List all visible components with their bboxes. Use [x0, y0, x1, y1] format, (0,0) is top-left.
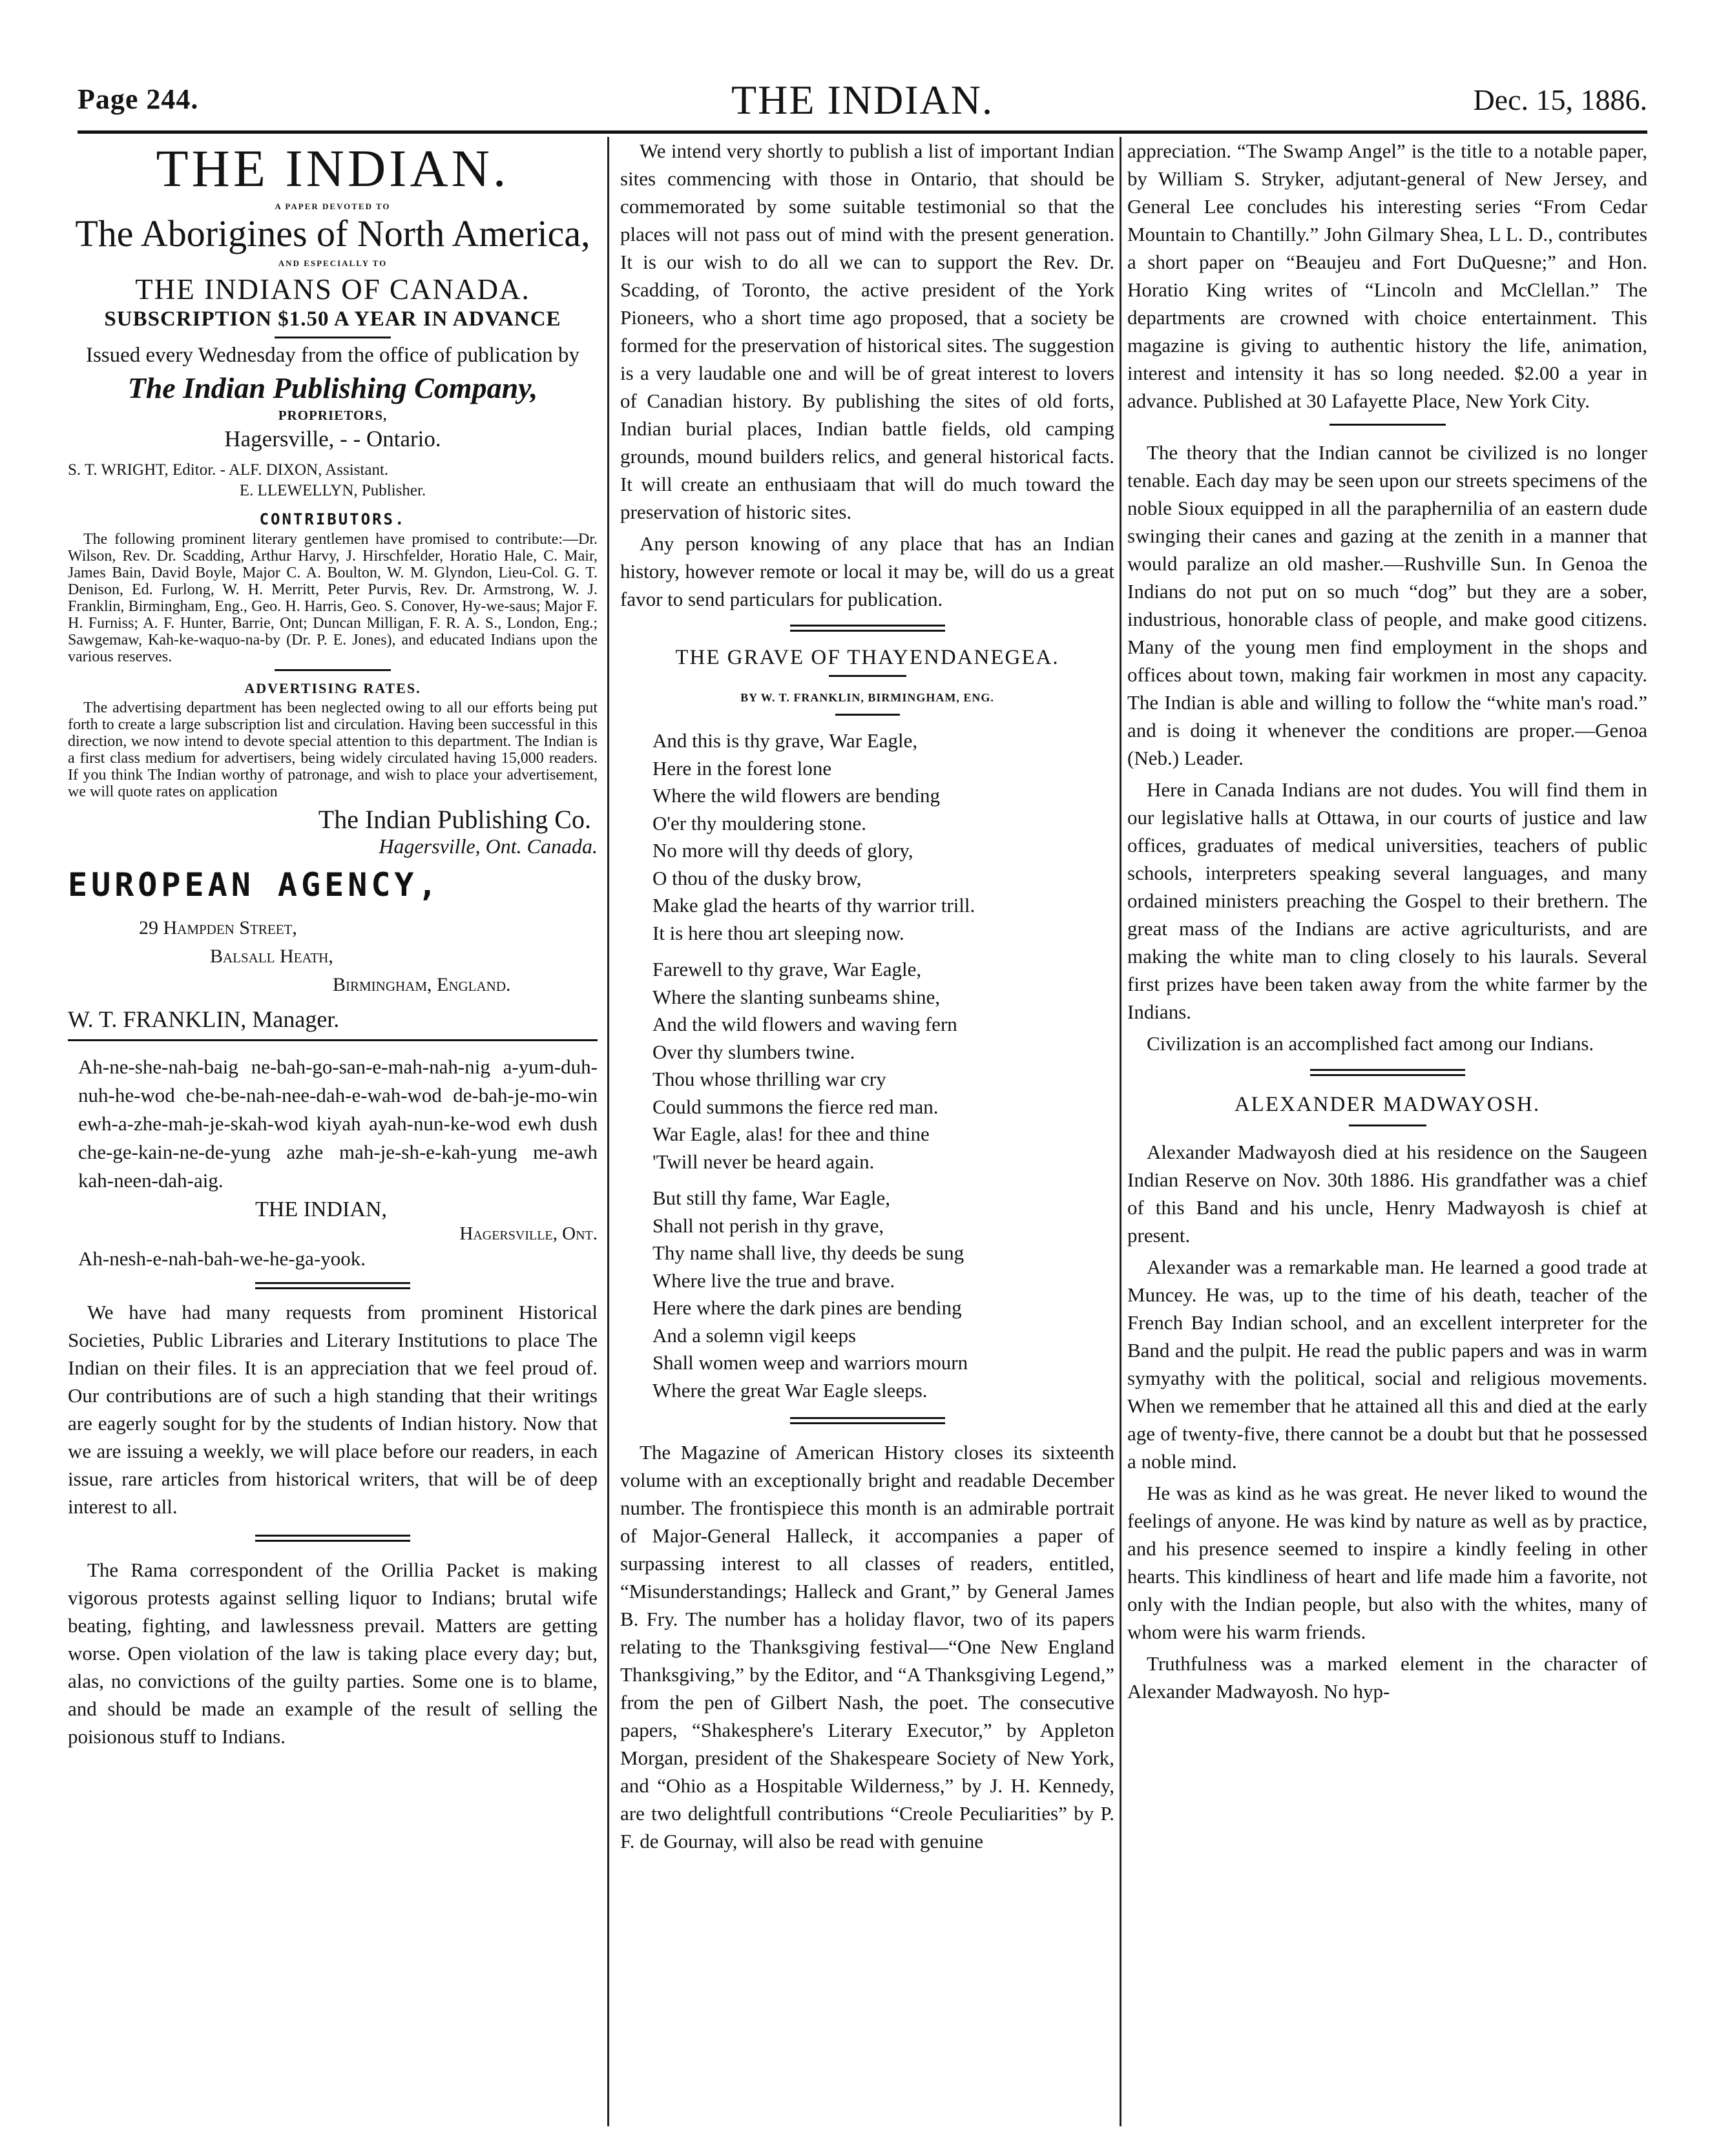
ojibwe-signature-name: THE INDIAN, [255, 1197, 387, 1221]
poem-line: Make glad the hearts of thy warrior trill. [652, 894, 975, 917]
poem-line: Over thy slumbers twine. [652, 1040, 855, 1063]
poem-line: O'er thy mouldering stone. [652, 811, 867, 834]
agency-address-line: Balsall Heath, [210, 946, 333, 967]
poem-line: Farewell to thy grave, War Eagle, [652, 958, 922, 980]
contributors-heading: CONTRIBUTORS. [259, 510, 406, 528]
poem-line: Where the great War Eagle sleeps. [652, 1378, 928, 1402]
obituary-paragraph: He was as kind as he was great. He never liked to wound the feelings of anyone. He was kind by nature as well as by practice, and his presence seemed to inspire a kindly feeling in other hearts. This kindliness of heart and life made him a favorite, not only with the Indian people, but also with the whites, many of whom were his warm friends. [1127, 1482, 1647, 1643]
agency-address-line: 29 Hampden Street, [139, 917, 297, 938]
article-indian-sites: We intend very shortly to publish a list of important Indian sites commencing with those in Ontario, that should be commemorated by some suitable testimonial so that the places will not pass out of mind with the present generation. It is our wish to do all we can to support the Rev. Dr. Scadding, of Toronto, the active president of the York Pioneers, who a short time ago proposed, that a society be formed for the preservation of historical sites. The suggestion is a very laudable one and will be of great interest to lovers of Canadian history. By publishing the sites of old forts, Indian burial places, Indian battle fields, old camping grounds, mound builders relics, and general historical facts. It will create an enthusiaam that will do much toward the preservation of historic sites. [620, 140, 1114, 523]
rule [1329, 424, 1446, 426]
poem-line: Here where the dark pines are bending [652, 1296, 962, 1319]
poem-line: Thy name shall live, thy deeds be sung [652, 1241, 964, 1264]
poem-line: Thou whose thrilling war cry [652, 1068, 886, 1090]
article-magazine-american-history: The Magazine of American History closes its sixteenth volume with an exceptionally bright and readable December number. The frontispiece this month is an admirable portrait of Major-General Halleck, it accompanies a paper of surpassing interest to all classes of readers, entitled, “Misunderstandings; Halleck and Grant,” by General James B. Fry. The number has a holiday flavor, two of its papers relating to the Thanksgiving festival—“One New England Thanksgiving,” by the Editor, and “A Thanksgiving Legend,” from the pen of Gilbert Nash, the poet. The consecutive papers, “Shakesphere's Literary Executor,” by Appleton Morgan, president of the Shakespeare Society of New York, and “Ohio as a Hospitable Wilderness,” by J. H. Kennedy, are two delightfull contributions “Creole Peculiarities” by P. F. de Gournay, will also be read with genuine [620, 1441, 1114, 1852]
double-rule [255, 1282, 410, 1289]
agency-manager: W. T. FRANKLIN, Manager. [68, 1006, 598, 1041]
advertising-place: Hagersville, Ont. Canada. [379, 834, 598, 858]
column-left [68, 137, 598, 2126]
poem-line: And this is thy grave, War Eagle, [652, 729, 918, 752]
poem-line: O thou of the dusky brow, [652, 866, 862, 889]
advertising-heading: ADVERTISING RATES. [244, 680, 421, 696]
masthead-aborigines: The Aborigines of North America, [75, 212, 590, 254]
obituary-title: ALEXANDER MADWAYOSH. [1234, 1093, 1541, 1116]
staff-credits [68, 460, 598, 501]
poem-line: It is here thou art sleeping now. [652, 921, 904, 944]
poem-byline: BY W. T. FRANKLIN, BIRMINGHAM, ENG. [740, 691, 994, 704]
european-agency-heading: EUROPEAN AGENCY, [68, 866, 441, 904]
article-requests: We have had many requests from prominent Historical Societies, Public Libraries and Literary Institutions to place The Indian on their files. It is an appreciation that we feel proud of. Our contributions are of such a high standing that their writings are eagerly sought for by the students of Indian history. Now that we are issuing a weekly, we will place before our readers, in each issue, rare articles from historical writers, that will be of deep interest to all. [68, 1301, 598, 1518]
poem-stanza [652, 956, 1114, 1176]
poem-line: 'Twill never be heard again. [652, 1150, 875, 1173]
rule [1349, 1125, 1426, 1126]
rule [275, 337, 391, 338]
obituary-paragraph: Alexander was a remarkable man. He learned a good trade at Muncey. He was, up to the time of his death, teacher of the French Bay Indian school, and an excellent interpreter for the Band and the pulpit. He read the public papers and was in warm symyathy with the political, social and religious movements. When we remember that he attained all this and died at the early age of twenty-five, there cannot be a doubt but that he possessed a noble mind. [1127, 1256, 1647, 1473]
column-divider [607, 137, 609, 2126]
poem-line: And the wild flowers and waving fern [652, 1013, 957, 1035]
publisher-company: The Indian Publishing Company, [127, 371, 538, 404]
article-rama-liquor: The Rama correspondent of the Orillia Packet is making vigorous protests against selling liquor to Indians; brutal wife beating, fighting, and lawlessness prevail. Matters are getting worse. Open violation of the law is taking place every day; but, alas, no convictions of the guilty parties. Some one is to blame, and should be made an example of the result of selling the poisionous stuff to Indians. [68, 1559, 598, 1748]
poem-line: War Eagle, alas! for thee and thine [652, 1123, 930, 1145]
masthead-canada: THE INDIANS OF CANADA. [135, 273, 530, 306]
page-number: Page 244. [78, 83, 199, 115]
column-divider [1120, 137, 1121, 2126]
double-rule [1310, 1069, 1465, 1076]
poem-line: Shall women weep and warriors mourn [652, 1351, 968, 1374]
masthead-devoted: A PAPER DEVOTED TO [275, 202, 391, 211]
subscription-price: SUBSCRIPTION $1.50 A YEAR IN ADVANCE [104, 307, 561, 331]
poem-line: Here in the forest lone [652, 756, 832, 780]
double-rule [790, 625, 945, 632]
article-civilization-fact: Civilization is an accomplished fact among our Indians. [1147, 1032, 1594, 1055]
agency-address-line: Birmingham, England. [333, 974, 511, 995]
poem-line: But still thy fame, War Eagle, [652, 1187, 890, 1209]
advertising-text: The advertising department has been neglected owing to all our efforts being put forth to create a large subscription list and circulation. Having been successful in this direction, we now intend to devote special attention to this department. The Indian is a first class medium for advertisers, being widely circulated having 15,000 readers. If you think The Indian worthy of patronage, and wish to place your advertisement, we will quote rates on application [68, 700, 598, 800]
poem-stanza [652, 727, 1114, 947]
masthead-title: THE INDIAN. [156, 139, 510, 198]
article-magazine-continued: appreciation. “The Swamp Angel” is the title to a notable paper, by William S. Stryker, adjutant-general of New Jersey, and General Lee concludes his interesting series “From Cedar Mountain to Chantilly.” John Gilmary Shea, L L. D., contributes a short paper on “Beaujeu and Fort DuQuesne;” and Hon. Horatio King writes of “Lincoln and McClellan.” The departments are crowned with choice entertainment. This magazine is giving to authentic history the life, animation, interest and intensity it has so long needed. $2.00 a year in advance. Published at 30 Lafayette Place, New York City. [1127, 140, 1647, 412]
poem-line: Shall not perish in thy grave, [652, 1214, 884, 1237]
column-right [1127, 137, 1647, 2126]
column-middle [620, 137, 1114, 2126]
masthead-especially: AND ESPECIALLY TO [278, 258, 388, 268]
poem-title: THE GRAVE OF THAYENDANEGEA. [675, 646, 1059, 669]
double-rule [790, 1417, 945, 1424]
contributors-text: The following prominent literary gentlemen have promised to contribute:—Dr. Wilson, Rev. Dr. Scadding, Arthur Harvy, J. Hirschfelder, Horatio Hale, C. Mair, James Bain, David Boyle, Major C. A. Boulton, W. M. Glyndon, Lieu-Col. G. T. Denison, Ed. Furlong, W. H. Merritt, Peter Purvis, Rev. Dr. Armstrong, W. J. Franklin, Birmingham, Eng., Geo. H. Harris, Geo. S. Conover, Hy-we-saus; Major F. H. Furniss; A. F. Hunter, Barrie, Ont; Duncan Milligan, F. R. A. S., London, Eng.; Sawgemaw, Kah-ke-waquo-na-by (Dr. P. E. Jones), and educated Indians upon the various reserves. [68, 531, 598, 665]
editor-line: S. T. WRIGHT, Editor. - ALF. DIXON, Assistant. [68, 461, 389, 479]
obituary-paragraph: Truthfulness was a marked element in the character of Alexander Madwayosh. No hyp- [1127, 1652, 1647, 1703]
article-canada-indians: Here in Canada Indians are not dudes. You will find them in our legislative halls at Ottawa, in our courts of justice and law offices, graduates of medical universities, teachers of public schools, interpreters speaking several languages, and many ordained ministers preaching the Gospel to their brethern. The great mass of the Indians are active agriculturists, and are making the white man to cling closely to his laurals. Several first prizes have been taken away from the white farmer by the Indians. [1127, 778, 1647, 1023]
double-rule [255, 1535, 410, 1542]
poem-line: No more will thy deeds of glory, [652, 839, 913, 862]
proprietors-label: PROPRIETORS, [278, 408, 388, 423]
poem-line: Could summons the fierce red man. [652, 1095, 939, 1118]
poem-line: Where live the true and brave. [652, 1269, 895, 1292]
publication-notice: Issued every Wednesday from the office of publication by [85, 344, 580, 367]
poem-line: Where the slanting sunbeams shine, [652, 985, 941, 1008]
advertising-company: The Indian Publishing Co. [318, 805, 591, 834]
article-request-particulars: Any person knowing of any place that has an Indian history, however remote or local it may be, will do us a great favor to send particulars for publication. [620, 532, 1114, 610]
newspaper-running-title: THE INDIAN. [731, 77, 994, 123]
ojibwe-notice: Ah-ne-she-nah-baig ne-bah-go-san-e-mah-nah-nig a-yum-duh-nuh-he-wod che-be-nah-nee-dah-e-wah-wod de-bah-je-mo-win ewh-a-zhe-mah-je-skah-wod kiyah ayah-nun-ke-wod ewh dush che-ge-kain-ne-de-yung azhe mah-je-sh-e-kah-yung me-awh kah-neen-dah-aig. [78, 1055, 598, 1192]
publication-place: Hagersville, - - Ontario. [224, 426, 441, 451]
poem-stanza [652, 1185, 1114, 1404]
ojibwe-signature-tail: Ah-nesh-e-nah-bah-we-he-ga-yook. [78, 1247, 366, 1270]
poem-line: And a solemn vigil keeps [652, 1323, 857, 1347]
rule [835, 714, 900, 716]
issue-date: Dec. 15, 1886. [1473, 83, 1647, 116]
rule [829, 675, 906, 677]
obituary-paragraph: Alexander Madwayosh died at his residence on the Saugeen Indian Reserve on Nov. 30th 1886. His grandfather was a chief of this Band and his uncle, Henry Madwayosh is chief at present. [1127, 1141, 1647, 1247]
ojibwe-signature-place: Hagersville, Ont. [459, 1223, 598, 1244]
article-indian-civilization: The theory that the Indian cannot be civilized is no longer tenable. Each day may be seen upon our streets specimens of the noble Sioux equipped in all the paraphernilia of an eastern dude swinging their canes and gazing at the zenith in a manner that would paralize an old masher.—Rushville Sun. In Genoa the Indians do not put on so much “dog” but they are a sober, industrious, honorable class of people, and make good citizens. Many of the young men find employment in the shops and offices about town, making fair workmen in most any capacity. The Indian is able and willing to follow the “white man's road.” and is doing it whenever the conditions are proper.—Genoa (Neb.) Leader. [1127, 441, 1647, 769]
poem-line: Where the wild flowers are bending [652, 784, 941, 807]
rule [275, 669, 391, 671]
page-header [78, 76, 1647, 134]
header-rule [78, 130, 1647, 134]
publisher-line: E. LLEWELLYN, Publisher. [239, 482, 426, 499]
